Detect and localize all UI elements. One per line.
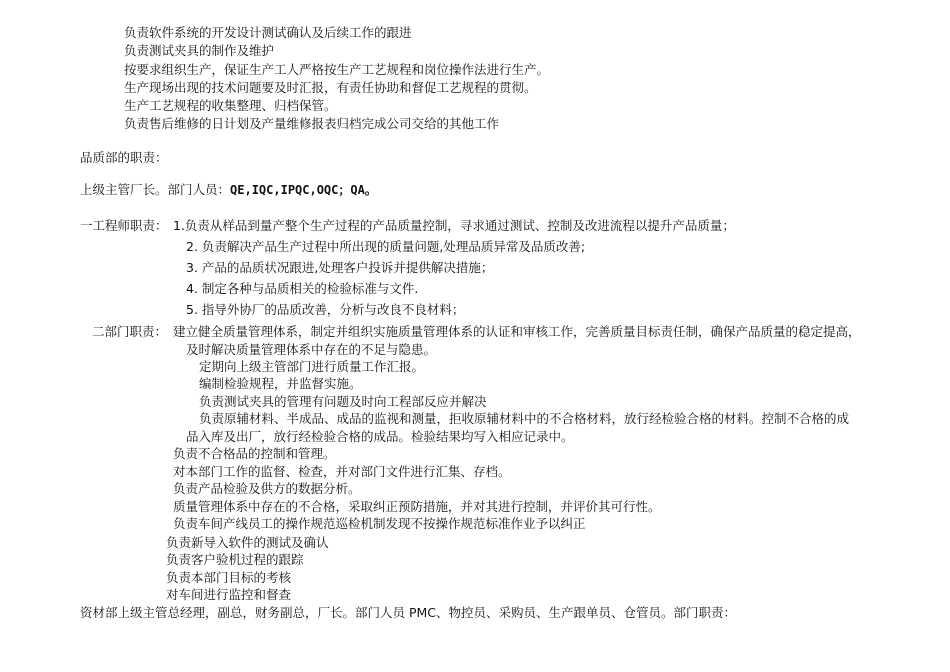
dept-low-item: 负责客户验机过程的跟踪 — [166, 552, 304, 567]
dept-mid-item: 负责不合格品的控制和管理。 — [173, 446, 336, 461]
dept-label: 二部门职责： — [92, 324, 168, 339]
quality-superior-line — [80, 182, 377, 198]
engineer-item: 1.负责从样品到量产整个生产过程的产品质量控制，寻求通过测试、控制及改进流程以提升产品质量； — [173, 218, 735, 233]
engineer-item: 5. 指导外协厂的品质改善，分析与改良不良材料； — [186, 302, 465, 317]
dept-mid-item: 对本部门工作的监督、检查，并对部门文件进行汇集、存档。 — [173, 464, 511, 479]
dept-low-item: 负责本部门目标的考核 — [166, 570, 292, 585]
dept-sub-item: 负责测试夹具的管理有问题及时向工程部反应并解决 — [199, 394, 487, 409]
quality-dept-title: 品质部的职责： — [80, 150, 168, 165]
dept-sub-item: 编制检验规程，并监督实施。 — [199, 376, 362, 391]
dept-sub-cont: 品入库及出厂，放行经检验合格的成品。检验结果均写入相应记录中。 — [186, 429, 574, 444]
dept-sub-item: 定期向上级主管部门进行质量工作汇报。 — [199, 359, 425, 374]
dept-mid-item: 负责车间产线员工的操作规范巡检机制发现不按操作规范标准作业予以纠正 — [173, 516, 586, 531]
dept-mid-item: 质量管理体系中存在的不合格，采取纠正预防措施，并对其进行控制，并评价其可行性。 — [173, 499, 661, 514]
duty-line: 按要求组织生产，保证生产工人严格按生产工艺规程和岗位操作法进行生产。 — [124, 62, 550, 77]
quality-superior-prefix: 上级主管厂长。部门人员： — [80, 182, 231, 197]
duty-line: 生产工艺规程的收集整理、归档保管。 — [124, 98, 337, 113]
engineer-item: 3. 产品的品质状况跟进,处理客户投诉并提供解决措施； — [186, 260, 494, 275]
duty-line: 负责软件系统的开发设计测试确认及后续工作的跟进 — [124, 25, 412, 40]
duty-line: 负责售后维修的日计划及产量维修报表归档完成公司交给的其他工作 — [124, 116, 500, 131]
engineer-item: 2. 负责解决产品生产过程中所出现的质量问题,处理品质异常及品质改善; — [186, 239, 586, 254]
engineer-label: 一工程师职责： — [80, 218, 168, 233]
materials-dept-line: 资材部上级主管总经理，副总，财务副总，厂长。部门人员 PMC、物控员、采购员、生产跟单员、仓管员。部门职责： — [80, 605, 737, 620]
dept-low-item: 对车间进行监控和督查 — [166, 587, 292, 602]
quality-staff: QE,IQC,IPQC,OQC；QA。 — [230, 183, 377, 197]
dept-low-item: 负责新导入软件的测试及确认 — [166, 535, 329, 550]
duty-line: 生产现场出现的技术问题要及时汇报，有责任协助和督促工艺规程的贯彻。 — [124, 80, 537, 95]
dept-mid-item: 负责产品检验及供方的数据分析。 — [173, 481, 361, 496]
dept-first-line-cont: 及时解决质量管理体系中存在的不足与隐患。 — [186, 342, 437, 357]
duty-line: 负责测试夹具的制作及维护 — [124, 43, 275, 58]
dept-first-line: 建立健全质量管理体系，制定并组织实施质量管理体系的认证和审核工作，完善质量目标责任制，确保产品质量的稳定提高， — [173, 324, 861, 339]
engineer-item: 4. 制定各种与品质相关的检验标准与文件. — [186, 281, 419, 296]
dept-sub-item: 负责原辅材料、半成品、成品的监视和测量，拒收原辅材料中的不合格材料，放行经检验合格的材料。控制不合格的成 — [199, 411, 850, 426]
